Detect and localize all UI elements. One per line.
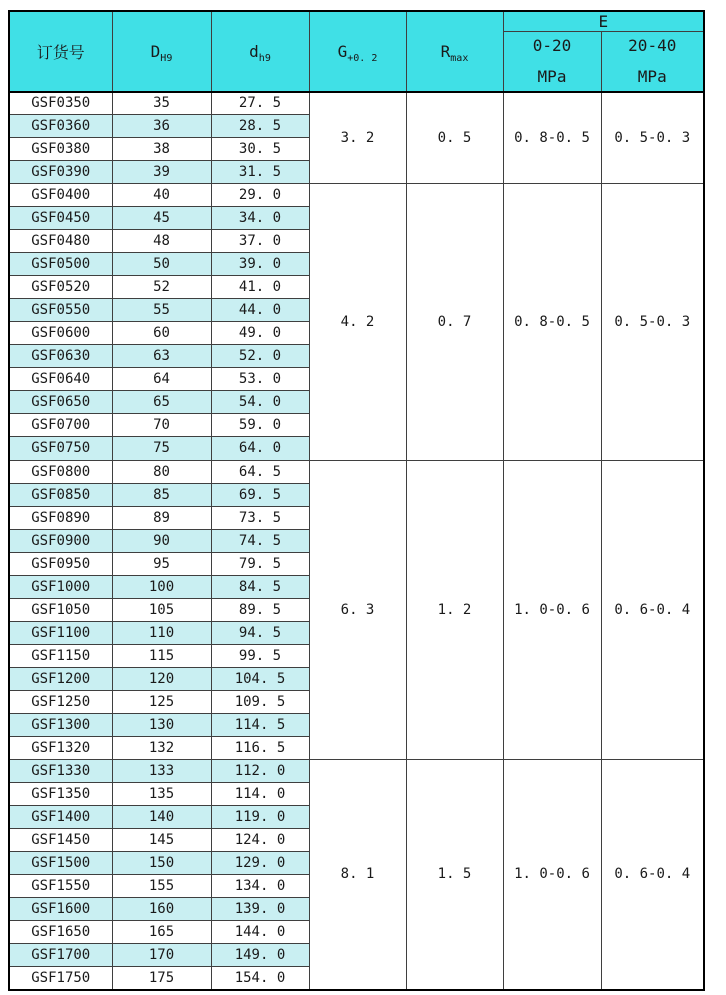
inner-diameter-cell: 74. 5 [211,529,309,552]
outer-diameter-cell: 38 [112,138,211,161]
inner-diameter-cell: 114. 5 [211,713,309,736]
table-row [9,92,704,115]
outer-diameter-cell: 160 [112,898,211,921]
col-header-E-group: E [503,11,704,32]
d-major-symbol: D [150,41,161,61]
outer-diameter-cell: 40 [112,184,211,207]
inner-diameter-cell: 28. 5 [211,115,309,138]
order-code-cell: GSF1550 [9,875,112,898]
inner-diameter-cell: 79. 5 [211,552,309,575]
table-row [9,759,704,782]
inner-diameter-cell: 124. 0 [211,829,309,852]
e-20-40-unit: MPa [637,67,667,87]
outer-diameter-cell: 55 [112,299,211,322]
outer-diameter-cell: 35 [112,92,211,115]
e-0-20-value-cell: 1. 0-0. 6 [503,759,601,990]
outer-diameter-cell: 175 [112,967,211,990]
inner-diameter-cell: 139. 0 [211,898,309,921]
table-body [9,92,704,991]
inner-diameter-cell: 30. 5 [211,138,309,161]
outer-diameter-cell: 75 [112,437,211,460]
spec-table-container [8,10,705,991]
radius-max-cell: 1. 2 [406,460,503,759]
inner-diameter-cell: 41. 0 [211,276,309,299]
outer-diameter-cell: 110 [112,621,211,644]
inner-diameter-cell: 119. 0 [211,805,309,828]
outer-diameter-cell: 145 [112,829,211,852]
inner-diameter-cell: 154. 0 [211,967,309,990]
order-code-cell: GSF0600 [9,322,112,345]
outer-diameter-cell: 165 [112,921,211,944]
inner-diameter-cell: 34. 0 [211,207,309,230]
order-code-cell: GSF1400 [9,805,112,828]
order-code-cell: GSF1700 [9,944,112,967]
outer-diameter-cell: 60 [112,322,211,345]
radius-max-cell: 0. 7 [406,184,503,460]
groove-width-cell: 4. 2 [309,184,406,460]
e-0-20-value-cell: 0. 8-0. 5 [503,184,601,460]
inner-diameter-cell: 37. 0 [211,230,309,253]
order-code-cell: GSF0390 [9,161,112,184]
e-0-20-value-cell: 0. 8-0. 5 [503,92,601,184]
order-code-cell: GSF0380 [9,138,112,161]
groove-width-cell: 8. 1 [309,759,406,990]
order-code-cell: GSF1650 [9,921,112,944]
outer-diameter-cell: 100 [112,575,211,598]
outer-diameter-cell: 39 [112,161,211,184]
col-header-e-20-40 [601,32,704,92]
inner-diameter-cell: 94. 5 [211,621,309,644]
inner-diameter-cell: 104. 5 [211,667,309,690]
outer-diameter-cell: 70 [112,414,211,437]
order-code-cell: GSF1250 [9,690,112,713]
outer-diameter-cell: 63 [112,345,211,368]
order-code-cell: GSF0500 [9,253,112,276]
order-code-cell: GSF1750 [9,967,112,990]
e-20-40-range: 20-40 [628,36,677,56]
order-code-cell: GSF0750 [9,437,112,460]
col-header-radius-max [406,11,503,92]
outer-diameter-cell: 140 [112,805,211,828]
table-row [9,460,704,483]
outer-diameter-cell: 155 [112,875,211,898]
order-code-cell: GSF1500 [9,852,112,875]
r-symbol: R [440,41,451,61]
outer-diameter-cell: 150 [112,852,211,875]
r-subscript: max [450,52,469,64]
inner-diameter-cell: 64. 5 [211,460,309,483]
order-code-cell: GSF0360 [9,115,112,138]
inner-diameter-cell: 109. 5 [211,690,309,713]
order-code-cell: GSF1100 [9,621,112,644]
outer-diameter-cell: 85 [112,483,211,506]
order-code-cell: GSF0550 [9,299,112,322]
inner-diameter-cell: 149. 0 [211,944,309,967]
order-code-cell: GSF0400 [9,184,112,207]
e-20-40-value-cell: 0. 6-0. 4 [601,460,704,759]
order-code-cell: GSF1350 [9,782,112,805]
order-code-cell: GSF1450 [9,829,112,852]
e-0-20-range: 0-20 [532,36,572,56]
col-header-order-number: 订货号 [9,11,112,92]
e-0-20-unit: MPa [537,67,567,87]
outer-diameter-cell: 132 [112,736,211,759]
order-code-cell: GSF0800 [9,460,112,483]
order-code-cell: GSF1320 [9,736,112,759]
inner-diameter-cell: 31. 5 [211,161,309,184]
inner-diameter-cell: 53. 0 [211,368,309,391]
inner-diameter-cell: 114. 0 [211,782,309,805]
e-20-40-value-cell: 0. 6-0. 4 [601,759,704,990]
order-code-cell: GSF0650 [9,391,112,414]
inner-diameter-cell: 99. 5 [211,644,309,667]
radius-max-cell: 1. 5 [406,759,503,990]
col-header-inner-diameter [211,11,309,92]
inner-diameter-cell: 69. 5 [211,483,309,506]
outer-diameter-cell: 65 [112,391,211,414]
outer-diameter-cell: 89 [112,506,211,529]
inner-diameter-cell: 64. 0 [211,437,309,460]
inner-diameter-cell: 49. 0 [211,322,309,345]
outer-diameter-cell: 170 [112,944,211,967]
outer-diameter-cell: 45 [112,207,211,230]
inner-diameter-cell: 144. 0 [211,921,309,944]
order-code-cell: GSF0450 [9,207,112,230]
inner-diameter-cell: 39. 0 [211,253,309,276]
table-row [9,184,704,207]
outer-diameter-cell: 36 [112,115,211,138]
order-code-cell: GSF1150 [9,644,112,667]
inner-diameter-cell: 52. 0 [211,345,309,368]
outer-diameter-cell: 120 [112,667,211,690]
outer-diameter-cell: 133 [112,759,211,782]
outer-diameter-cell: 90 [112,529,211,552]
order-code-cell: GSF0950 [9,552,112,575]
d-major-tolerance: H9 [160,52,173,64]
outer-diameter-cell: 95 [112,552,211,575]
order-code-cell: GSF1200 [9,667,112,690]
order-code-cell: GSF1050 [9,598,112,621]
order-code-cell: GSF0520 [9,276,112,299]
outer-diameter-cell: 48 [112,230,211,253]
order-code-cell: GSF1600 [9,898,112,921]
d-minor-tolerance: h9 [258,52,271,64]
groove-width-cell: 6. 3 [309,460,406,759]
order-code-cell: GSF0900 [9,529,112,552]
g-tolerance: +0. 2 [347,52,378,64]
order-code-cell: GSF0890 [9,506,112,529]
outer-diameter-cell: 130 [112,713,211,736]
e-0-20-value-cell: 1. 0-0. 6 [503,460,601,759]
order-code-cell: GSF0630 [9,345,112,368]
seal-spec-table [8,10,705,991]
inner-diameter-cell: 44. 0 [211,299,309,322]
order-code-cell: GSF1300 [9,713,112,736]
e-20-40-value-cell: 0. 5-0. 3 [601,184,704,460]
col-header-e-0-20 [503,32,601,92]
inner-diameter-cell: 29. 0 [211,184,309,207]
inner-diameter-cell: 27. 5 [211,92,309,115]
col-header-groove-width [309,11,406,92]
order-code-cell: GSF0700 [9,414,112,437]
radius-max-cell: 0. 5 [406,92,503,184]
inner-diameter-cell: 112. 0 [211,759,309,782]
order-code-cell: GSF0640 [9,368,112,391]
d-minor-symbol: d [249,41,259,61]
inner-diameter-cell: 59. 0 [211,414,309,437]
inner-diameter-cell: 134. 0 [211,875,309,898]
groove-width-cell: 3. 2 [309,92,406,184]
outer-diameter-cell: 80 [112,460,211,483]
outer-diameter-cell: 50 [112,253,211,276]
outer-diameter-cell: 125 [112,690,211,713]
inner-diameter-cell: 89. 5 [211,598,309,621]
outer-diameter-cell: 105 [112,598,211,621]
order-code-cell: GSF1000 [9,575,112,598]
outer-diameter-cell: 52 [112,276,211,299]
outer-diameter-cell: 135 [112,782,211,805]
col-header-outer-diameter [112,11,211,92]
order-code-cell: GSF0480 [9,230,112,253]
inner-diameter-cell: 129. 0 [211,852,309,875]
table-header [9,11,704,92]
order-code-cell: GSF0850 [9,483,112,506]
inner-diameter-cell: 84. 5 [211,575,309,598]
order-code-cell: GSF0350 [9,92,112,115]
order-code-cell: GSF1330 [9,759,112,782]
inner-diameter-cell: 116. 5 [211,736,309,759]
inner-diameter-cell: 73. 5 [211,506,309,529]
inner-diameter-cell: 54. 0 [211,391,309,414]
outer-diameter-cell: 115 [112,644,211,667]
outer-diameter-cell: 64 [112,368,211,391]
e-20-40-value-cell: 0. 5-0. 3 [601,92,704,184]
g-symbol: G [337,41,348,61]
